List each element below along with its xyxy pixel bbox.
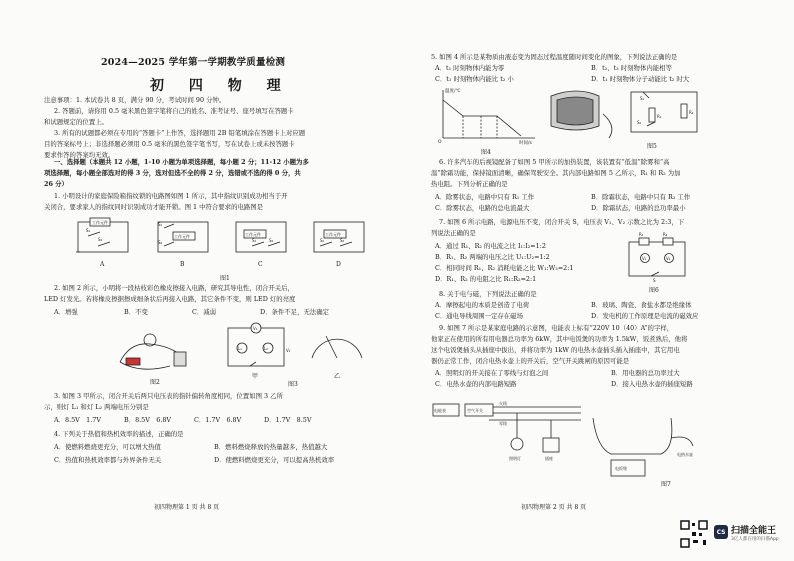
question-text: 这个电饭煲插头从插座中拔出，并将功率为 1kW 的电热水壶插头插入插座中，其它用电 [431,346,680,354]
figure-2-led-circuit [110,322,200,386]
note-line: 目的答案标号上；非选择题必须用 0.5 毫米的黑色签字笔书写，写在试卷上或未按答题卡 [44,140,295,148]
option: C．t₁ 时刻物体内能比 t₂ 小 [435,75,514,83]
fig4-ylabel: 温度/℃ [445,89,461,94]
section-line: 项选择题，每小题全部选对的得 3 分，选对但选不全的得 2 分，选错或不选的得 0 分，共 [44,169,301,177]
fig6-r1: R₁ [639,232,644,237]
fig3-l2: L₂ [264,346,268,351]
option: A．除雾状态，电路中只有 R₁ 工作 [435,193,535,201]
fig6-v1: V₁ [642,256,647,261]
fig7-socket: 插座 [545,456,553,461]
option: B．燃料燃烧释放的热量越多，热值越大 [214,443,328,451]
fig3-l1: L₁ [238,346,242,351]
fig3-v1: V₁ [253,326,258,331]
question-text: 3. 如图 3 甲所示，闭合开关后两只电压表的指针偏转角度相同，位置如图 3 乙所 [54,392,283,400]
exam-title: 2024—2025 学年第一学期教学质量检测 [101,57,286,68]
option: D．使燃料燃烧更充分，可以提高热机效率 [214,456,335,464]
figure-6-circuit [623,232,693,292]
fig7-kettle: 电热水壶 [677,452,693,457]
option: B．R₁、R₂ 两端的电压之比 U₁:U₂=1:2 [435,253,550,261]
fig6-caption: 图6 [649,287,659,294]
option: A．摩擦起电的本质是创造了电荷 [435,301,530,309]
fig1-label-c: C [258,261,263,268]
option: D．R₁、R₂ 的电阻之比 R₁:R₂=2:1 [435,275,537,283]
fig1-s1-b: S₁ [158,222,163,227]
note-line: 注意事项：1. 本试卷共 8 页，满分 90 分，考试时间 90 分钟。 [44,96,226,104]
question-text: 他家正在使用的所有用电器总功率为 6kW，其中电饭煲的功率为 1.5kW，饭煮熟后，他将 [431,335,688,343]
question-text: 热电阻。下列分析正确的是 [431,180,508,188]
note-line: 和试题规定的位置上。 [44,118,108,126]
option: B．8.5V 6.8V [124,416,172,424]
option: D．条件不足，无法确定 [260,308,330,316]
fig1-s2-c: S₂ [269,238,274,243]
fig5-r1: R₁ [657,114,662,119]
option: D．除霜状态，电路的总功率最小 [591,204,686,212]
fig1-caption: 图1 [220,275,230,282]
fig7-meter: 电能表 [434,408,446,413]
figure-4-cooling-graph [435,86,545,156]
question-text: 6. 许多汽车的后视镜配备了如图 5 甲所示的加热装置，该装置有“低温”除雾和“高 [439,158,670,166]
fig5-r2: R₂ [689,110,694,115]
fig1-s1-d: S₁ [320,238,325,243]
question-text: 器仍正常工作，闭合电热水壶上的开关后，空气开关跳闸的原因可能是 [431,357,630,365]
option: A．使燃料燃烧更充分，可以增大热值 [54,443,161,451]
question-text: 4. 下列关于热值和热机效率的描述，正确的是 [54,430,184,438]
question-text: 5. 如图 4 所示是某物质由液态变为固态过程温度随时间变化的图象，下列说法正确的是 [431,53,678,61]
exam-page-2 [397,0,794,561]
page-footer-right: 初四物理第 2 页 共 8 页 [521,504,587,511]
fig7-zero: 零线 [499,421,507,426]
question-text: 8. 关于电与磁，下列说法正确的是 [439,290,537,298]
option: A．通过 R₁、R₂ 的电流之比 I₁:I₂=1:2 [435,242,546,250]
figure-7-household-circuit [431,398,711,488]
option: C．相同时间 R₁、R₂ 消耗电能之比 W₁:W₂=2:1 [435,264,574,272]
question-text: 9. 如图 7 所示是某家庭电路的示意图，电能表上标有“220V 10（40）A”的字样， [439,324,674,332]
question-text: 1. 小明设计的家庭保险箱指纹锁的电路图如图 1 所示，其中指纹识别成功相当于开 [54,192,288,200]
fig1-label-d: D [336,261,341,268]
question-text: 2. 如图 2 所示，小明将一段枯枝彩色橡皮擦接入电路，研究其导电性，闭合开关后， [54,284,294,292]
fig1-element-a: 工作元件 [92,220,108,225]
option: C．除雾状态，电路的总电流最大 [435,204,530,212]
fig6-s: S [653,278,656,283]
section-line: 一、选择题（本题共 12 小题，1-10 小题为单项选择题，每小题 2 分；11-12 小题为多 [54,158,309,166]
fig1-label-b: B [180,261,185,268]
fig5-s1: S₁ [640,96,645,101]
option: D．1.7V 8.5V [264,416,312,424]
option: A．t₁ 时刻物体内能为零 [435,64,505,72]
fig1-s2-d: S₂ [340,238,345,243]
camscanner-badge: CS [716,528,726,536]
option: A．8.5V 1.7V [54,416,101,424]
option: B．不变 [124,308,148,316]
note-line: 2. 答题前，请你用 0.5 毫米黑色签字笔将自己的姓名、准考证号、座号填写在答题卡 [54,107,294,115]
fig5-s2: S₂ [637,120,642,125]
figure-5-mirror-heater [547,86,707,154]
fig1-element-b: 工作元件 [174,234,190,239]
camscanner-logo-icon [714,525,728,539]
fig3-jia: 甲 [252,373,259,380]
option: C．减弱 [192,308,217,316]
fig3-caption: 图3 [288,381,298,388]
fig1-s2-b: S₂ [158,240,163,245]
fig6-r2: R₂ [663,232,668,237]
note-line: 3. 所有的试题都必须在专用的“答题卡”上作答，选择题用 2B 铅笔填涂在答题卡上对应题 [54,129,306,137]
fig1-element-c: 工作元件 [245,232,261,237]
fig4-xlabel: 时间/s [519,141,532,146]
fig1-label-a: A [100,261,105,268]
qr-code-icon [680,520,708,548]
figure-1-circuits [68,214,378,294]
figure-3-voltmeter-circuit [222,322,372,388]
fig4-origin: O [438,140,442,145]
option: D．接入电热水壶的插座短路 [611,380,693,388]
question-text: 列说法正确的是 [431,229,476,237]
option: C．通电导线周围一定存在磁场 [435,312,523,320]
page-footer-left: 初四物理第 1 页 共 8 页 [154,504,220,511]
option: B．t₂、t₃ 时刻物体内能相等 [591,64,672,72]
option: C．热值和热机效率都与外界条件无关 [54,456,162,464]
option: B．玻璃、陶瓷、食盐水都是绝缘体 [591,301,692,309]
question-text: 7. 如图 6 所示电路，电源电压不变，闭合开关 S，电压表 V₁、V₂ 示数之比为 2:3，下 [439,218,685,226]
fig7-breaker: 空气开关 [467,408,483,413]
fig1-s1-a: S₁ [86,228,91,233]
fig2-caption: 图2 [150,379,160,386]
fig7-oven: 电饭煲 [615,466,627,471]
fig1-s1-c: S₁ [252,238,257,243]
fig5-caption: 图5 [647,143,657,150]
option: B．用电器的总功率过大 [611,369,680,377]
fig4-caption: 图4 [481,149,491,156]
fig3-yi: 乙 [334,373,341,380]
option: A．增强 [54,308,78,316]
fig7-caption: 图7 [661,481,671,488]
option: C．1.7V 6.8V [194,416,242,424]
fig6-v2: V₂ [666,256,671,261]
option: B．除霜状态，电路中只有 R₂ 工作 [591,193,691,201]
fig3-v2: V₂ [286,348,291,353]
fig7-fire: 火线 [499,401,507,406]
option: D．发电机的工作原理是电流的磁效应 [591,312,699,320]
subject-title: 初 四 物 理 [150,78,291,94]
question-text: 关闭合，要求家人的指纹同时识别成功才能开锁。图 1 中符合要求的电路图是 [44,203,264,211]
question-text: LED 灯发光。若将橡皮擦据擦成细条状后再接入电路，其它条件不变，则 LED 灯的亮度 [44,295,296,303]
fig1-s2-a: S₂ [98,237,103,242]
camscanner-tagline: 3亿人都在用的扫描App [731,537,779,542]
option: D．t₁ 时刻物体分子动能比 t₂ 时大 [591,75,690,83]
question-text: 温”除霜功能，保持镜面清晰，确保驾驶安全。其内部电路如图 5 乙所示，R₁ 和 R₂ 为加 [431,169,681,177]
question-text: 示，则灯 L₁ 和灯 L₂ 两端电压分别是 [44,403,149,411]
option: A．照明灯的开关接在了零线与灯泡之间 [435,369,549,377]
fig1-element-d: 工作元件 [325,232,341,237]
note-line: 要求作答的答案均无效。 [44,151,115,159]
section-line: 26 分） [44,180,68,188]
camscanner-name: 扫描全能王 [731,526,777,536]
fig7-lamp: 照明灯 [509,456,521,461]
option: C．电热水壶的内部电路短路 [435,380,517,388]
